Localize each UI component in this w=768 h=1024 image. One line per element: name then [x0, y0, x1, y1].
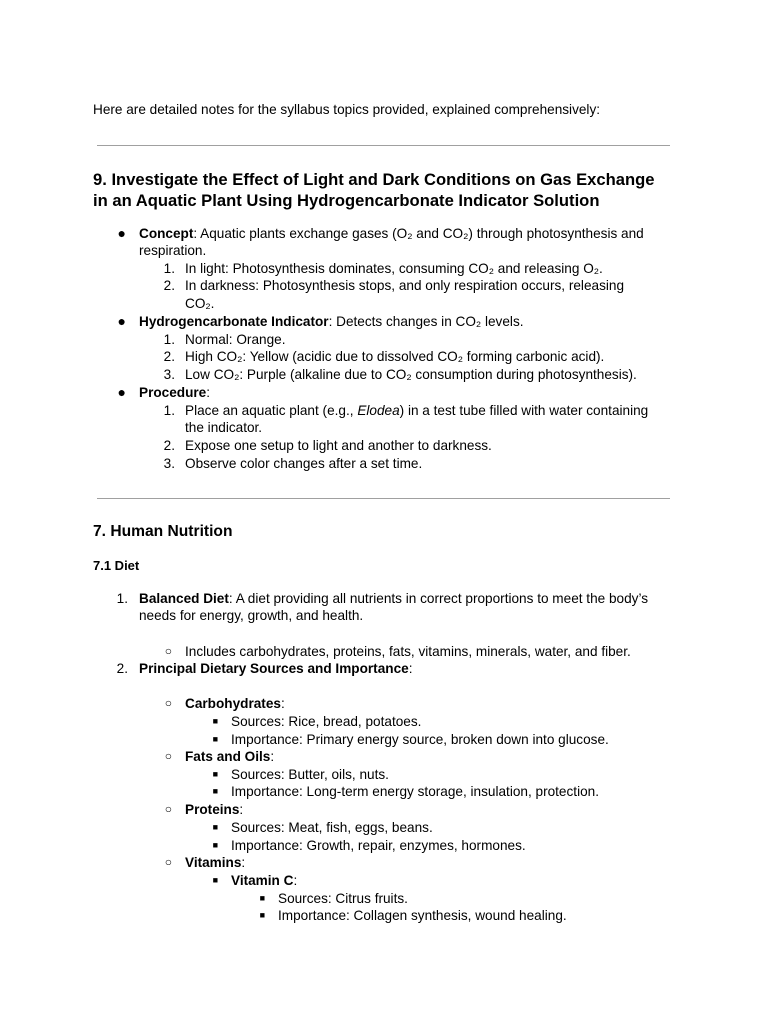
balanced-label: Balanced Diet: [139, 591, 229, 606]
procedure-item-1-line2: the indicator.: [185, 420, 263, 435]
indicator-item-2: High CO₂: Yellow (acidic due to dissolved CO₂ forming carbonic acid).: [185, 349, 605, 364]
carbohydrates-line: Carbohydrates:: [185, 696, 285, 711]
bullet-circle: ○: [164, 696, 172, 710]
divider: [97, 145, 670, 146]
bullet-square: ■: [259, 893, 265, 903]
concept-line2: respiration.: [139, 243, 207, 258]
elodea-text: Elodea: [357, 403, 400, 418]
bullet-square: ■: [212, 734, 218, 744]
procedure-item-2: Expose one setup to light and another to darkness.: [185, 438, 492, 453]
bullet-square: ■: [212, 840, 218, 850]
principal-label: Principal Dietary Sources and Importance: [139, 661, 409, 676]
bullet-square: ■: [212, 786, 218, 796]
vitamin-c-line: Vitamin C:: [231, 873, 298, 888]
concept-text: : Aquatic plants exchange gases (O₂ and CO₂) through photosynthesis and: [193, 226, 644, 241]
procedure-item-3: Observe color changes after a set time.: [185, 456, 423, 471]
list-number: 2.: [116, 661, 128, 676]
proteins-sources: Sources: Meat, fish, eggs, beans.: [231, 820, 433, 835]
list-number: 1.: [163, 403, 175, 418]
vitamin-c-sources: Sources: Citrus fruits.: [278, 891, 408, 906]
proteins-line: Proteins:: [185, 802, 244, 817]
bullet-circle: ○: [164, 802, 172, 816]
bullet-dot: ●: [117, 225, 126, 241]
list-number: 1.: [163, 261, 175, 276]
list-number: 2.: [163, 278, 175, 293]
bullet-square: ■: [212, 716, 218, 726]
bullet-square: ■: [212, 822, 218, 832]
indicator-item-1: Normal: Orange.: [185, 332, 286, 347]
carbohydrates-importance: Importance: Primary energy source, broken down into glucose.: [231, 732, 609, 747]
section-7-1-title: 7.1 Diet: [93, 558, 140, 573]
concept-item-2-line2: CO₂.: [185, 296, 215, 311]
section-9-title-line1: 9. Investigate the Effect of Light and Dark Conditions on Gas Exchange: [93, 170, 655, 189]
intro-text: Here are detailed notes for the syllabus topics provided, explained comprehensively:: [93, 102, 601, 117]
fats-sources: Sources: Butter, oils, nuts.: [231, 767, 389, 782]
bullet-square: ■: [259, 910, 265, 920]
vitamins-line: Vitamins:: [185, 855, 246, 870]
list-number: 1.: [163, 332, 175, 347]
fats-line: Fats and Oils:: [185, 749, 275, 764]
bullet-circle: ○: [164, 749, 172, 763]
indicator-item-3: Low CO₂: Purple (alkaline due to CO₂ consumption during photosynthesis).: [185, 367, 637, 382]
bullet-dot: ●: [117, 384, 126, 400]
list-number: 2.: [163, 349, 175, 364]
concept-item-2-line1: In darkness: Photosynthesis stops, and only respiration occurs, releasing: [185, 278, 625, 293]
indicator-text: : Detects changes in CO₂ levels.: [328, 314, 524, 329]
proteins-importance: Importance: Growth, repair, enzymes, hormones.: [231, 838, 526, 853]
vitamin-c-importance: Importance: Collagen synthesis, wound healing.: [278, 908, 567, 923]
bullet-dot: ●: [117, 313, 126, 329]
list-number: 3.: [163, 456, 175, 471]
fats-importance: Importance: Long-term energy storage, insulation, protection.: [231, 784, 599, 799]
procedure-label: Procedure: [139, 385, 207, 400]
divider: [97, 498, 670, 499]
procedure-item-1-line1: Place an aquatic plant (e.g., Elodea) in a test tube filled with water containing: [185, 403, 649, 418]
concept-label: Concept: [139, 226, 194, 241]
bullet-square: ■: [212, 875, 218, 885]
principal-line: Principal Dietary Sources and Importance:: [139, 661, 413, 676]
section-7-title: 7. Human Nutrition: [93, 523, 233, 540]
indicator-line: [139, 313, 524, 330]
indicator-label: Hydrogencarbonate Indicator: [139, 314, 329, 329]
balanced-sub-item: Includes carbohydrates, proteins, fats, vitamins, minerals, water, and fiber.: [185, 644, 631, 659]
procedure-line: Procedure:: [139, 385, 211, 400]
list-number: 1.: [116, 591, 128, 606]
concept-line1: [139, 225, 644, 242]
balanced-line2: needs for energy, growth, and health.: [139, 608, 364, 623]
list-number: 2.: [163, 438, 175, 453]
concept-item-1: In light: Photosynthesis dominates, consuming CO₂ and releasing O₂.: [185, 261, 603, 276]
bullet-circle: ○: [164, 644, 172, 658]
bullet-square: ■: [212, 769, 218, 779]
carbohydrates-sources: Sources: Rice, bread, potatoes.: [231, 714, 422, 729]
section-9-title-line2: in an Aquatic Plant Using Hydrogencarbonate Indicator Solution: [93, 191, 600, 210]
balanced-line1: Balanced Diet: A diet providing all nutrients in correct proportions to meet the body’s: [139, 591, 649, 606]
list-number: 3.: [163, 367, 175, 382]
bullet-circle: ○: [164, 855, 172, 869]
